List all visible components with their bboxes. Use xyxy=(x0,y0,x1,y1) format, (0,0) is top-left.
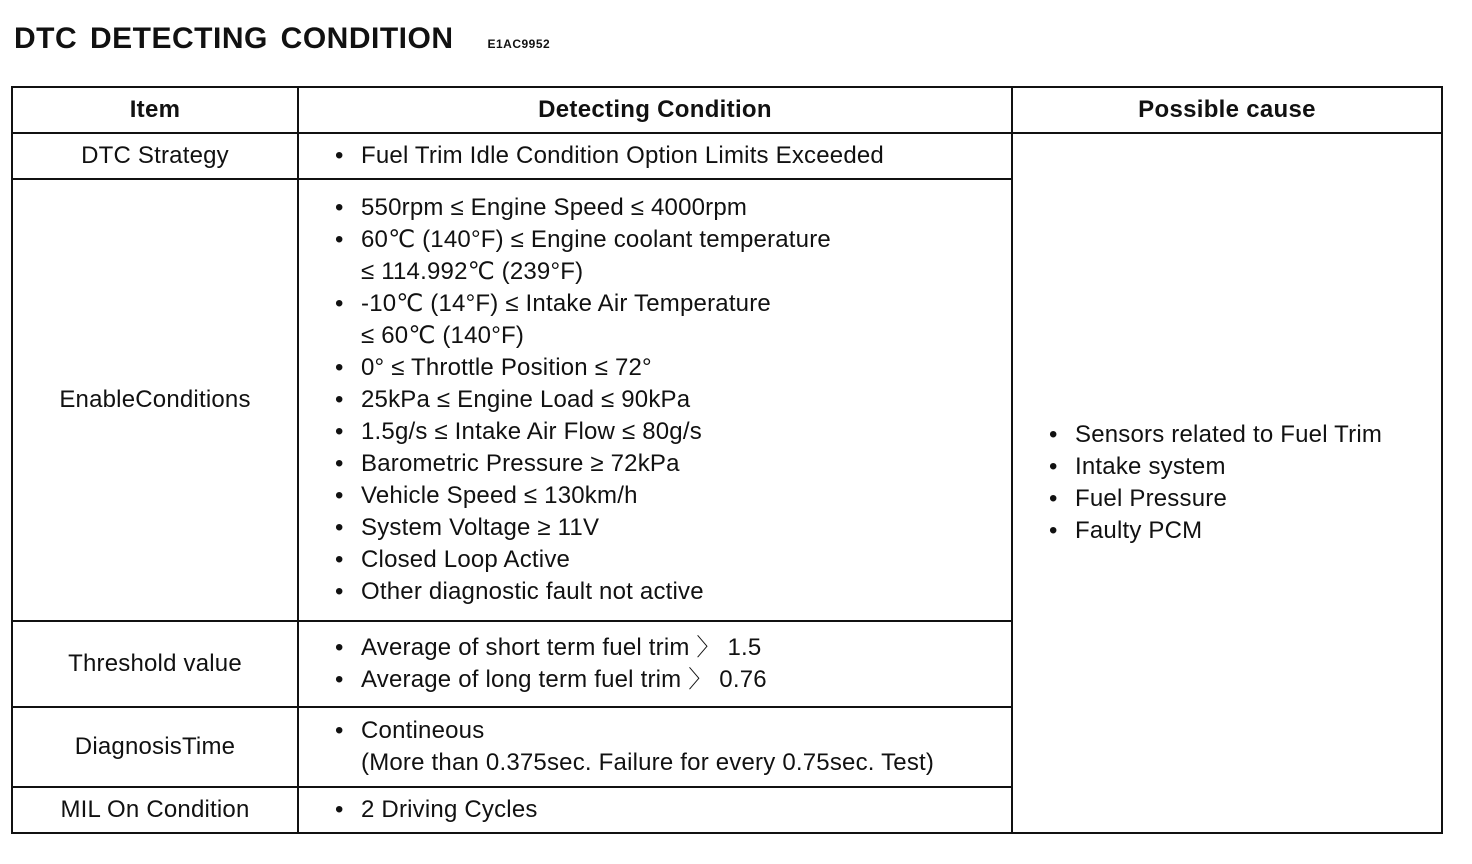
condition-cell xyxy=(298,179,1012,621)
item-cell: Threshold value xyxy=(12,621,298,707)
condition-item: • 550rpm ≤ Engine Speed ≤ 4000rpm xyxy=(335,192,1011,224)
possible-cause-cell xyxy=(1012,133,1442,833)
condition-item: • 1.5g/s ≤ Intake Air Flow ≤ 80g/s xyxy=(335,416,1011,448)
condition-item: • 25kPa ≤ Engine Load ≤ 90kPa xyxy=(335,384,1011,416)
condition-list xyxy=(335,140,1011,172)
condition-item: • Contineous (More than 0.375sec. Failure for every 0.75sec. Test) xyxy=(335,715,1011,779)
condition-item: • Other diagnostic fault not active xyxy=(335,576,1011,608)
page-title: DTC DETECTING CONDITION xyxy=(14,22,454,55)
condition-item: • -10℃ (14°F) ≤ Intake Air Temperature ≤ 60℃ (140°F) xyxy=(335,288,1011,352)
condition-item: • Average of long term fuel trim 〉 0.76 xyxy=(335,664,1011,696)
condition-list xyxy=(335,715,1011,779)
header-detecting-condition: Detecting Condition xyxy=(298,87,1012,133)
cause-item: • Fuel Pressure xyxy=(1049,483,1441,515)
condition-item: • 0° ≤ Throttle Position ≤ 72° xyxy=(335,352,1011,384)
condition-item: • 60℃ (140°F) ≤ Engine coolant temperature ≤ 114.992℃ (239°F) xyxy=(335,224,1011,288)
condition-item: • Barometric Pressure ≥ 72kPa xyxy=(335,448,1011,480)
table-header-row xyxy=(12,87,1442,133)
condition-cell xyxy=(298,787,1012,833)
condition-list xyxy=(335,192,1011,608)
condition-item: • 2 Driving Cycles xyxy=(335,794,1011,826)
document-code: E1AC9952 xyxy=(487,37,551,51)
condition-item: • Vehicle Speed ≤ 130km/h xyxy=(335,480,1011,512)
condition-cell xyxy=(298,621,1012,707)
condition-item: • System Voltage ≥ 11V xyxy=(335,512,1011,544)
possible-cause-list xyxy=(1049,419,1441,547)
page-heading xyxy=(14,22,550,56)
header-item: Item xyxy=(12,87,298,133)
header-possible-cause: Possible cause xyxy=(1012,87,1442,133)
cause-item: • Faulty PCM xyxy=(1049,515,1441,547)
item-cell: DTC Strategy xyxy=(12,133,298,179)
condition-list xyxy=(335,794,1011,826)
cause-item: • Sensors related to Fuel Trim xyxy=(1049,419,1441,451)
condition-cell xyxy=(298,707,1012,787)
item-cell: EnableConditions xyxy=(12,179,298,621)
condition-item: • Average of short term fuel trim 〉 1.5 xyxy=(335,632,1011,664)
cause-item: • Intake system xyxy=(1049,451,1441,483)
item-cell: DiagnosisTime xyxy=(12,707,298,787)
condition-list xyxy=(335,632,1011,696)
condition-item: • Closed Loop Active xyxy=(335,544,1011,576)
dtc-condition-table xyxy=(11,86,1443,834)
table-row-dtc-strategy xyxy=(12,133,1442,179)
condition-item: • Fuel Trim Idle Condition Option Limits Exceeded xyxy=(335,140,1011,172)
condition-cell xyxy=(298,133,1012,179)
item-cell: MIL On Condition xyxy=(12,787,298,833)
